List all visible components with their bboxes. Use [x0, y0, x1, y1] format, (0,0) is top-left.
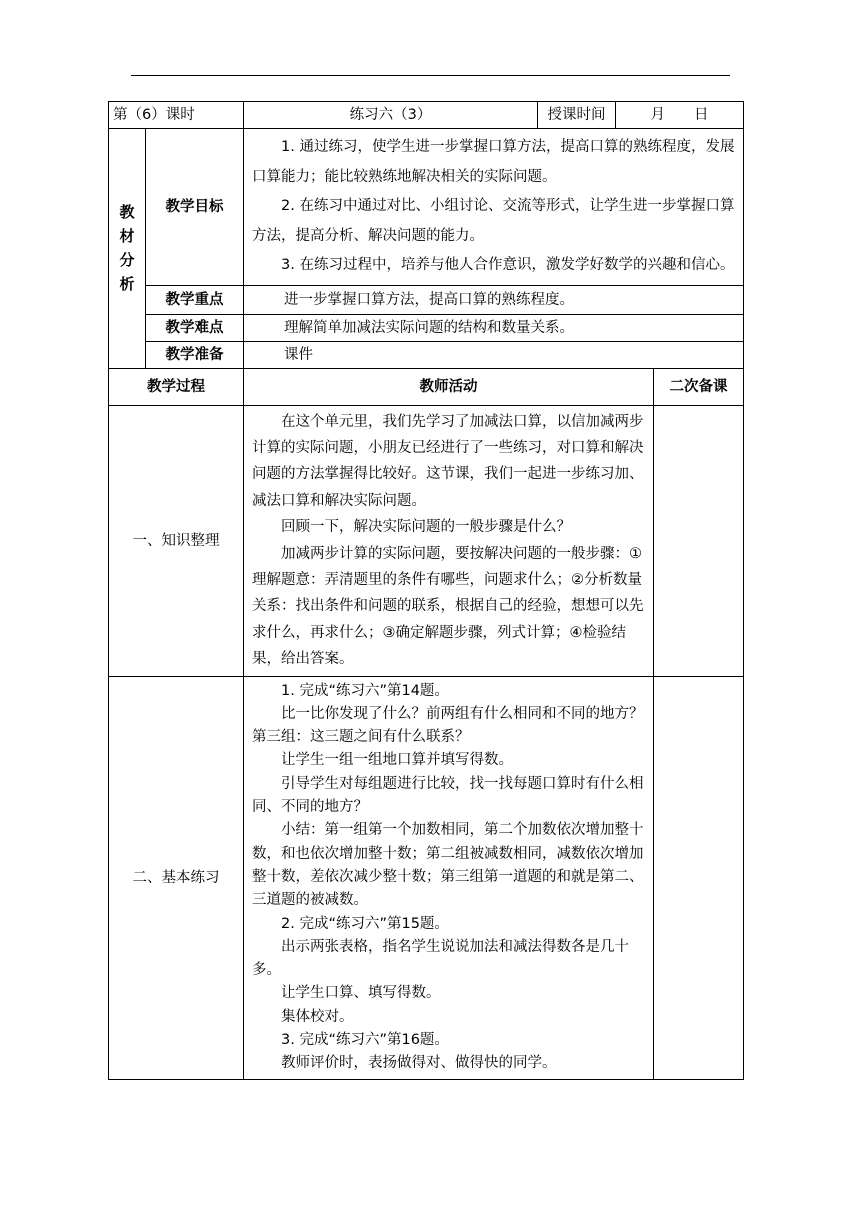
time-label-cell: 授课时间 — [538, 102, 616, 129]
goal-item: 3. 在练习过程中，培养与他人合作意识，激发学好数学的兴趣和信心。 — [281, 257, 735, 273]
goal-item: 1. 通过练习，使学生进一步掌握口算方法，提高口算的熟练程度，发展口算能力；能比较熟练地解决相关的实际问题。 — [252, 139, 735, 185]
period-cell: 第（6）课时 — [109, 102, 244, 129]
section-paragraph: 引导学生对每组题进行比较，找一找每题口算时有什么相同、不同的地方？ — [252, 775, 644, 816]
goals-row — [109, 129, 744, 286]
section-paragraph: 在这个单元里，我们先学习了加减法口算，以信加减两步计算的实际问题，小朋友已经进行了一些练习，对口算和解决问题的方法掌握得比较好。这节课，我们一起进一步练习加、减法口算和解决实际问题。 — [252, 413, 644, 509]
section-paragraph: 集体校对。 — [281, 1008, 354, 1025]
goals-content — [244, 129, 744, 286]
section-paragraph: 2. 完成“练习六”第15题。 — [281, 915, 449, 932]
key-value: 进一步掌握口算方法，提高口算的熟练程度。 — [244, 285, 744, 314]
section-row — [109, 405, 744, 676]
goal-item: 2. 在练习中通过对比、小组讨论、交流等形式，让学生进一步掌握口算方法，提高分析、解决问题的能力。 — [252, 198, 735, 244]
prep-value: 课件 — [244, 341, 744, 368]
notes-column-header: 二次备课 — [654, 368, 744, 405]
section-title: 一、知识整理 — [109, 405, 244, 676]
section-row — [109, 676, 744, 1079]
section-paragraph: 小结：第一组第一个加数相同，第二个加数依次增加整十数，和也依次增加整十数；第二组被减数相同，减数依次增加整十数，差依次减少整十数；第三组第一道题的和就是第二、三道题的被减数。 — [252, 822, 644, 909]
difficulty-row — [109, 314, 744, 341]
process-column-header: 教学过程 — [109, 368, 244, 405]
section-paragraph: 3. 完成“练习六”第16题。 — [281, 1032, 449, 1049]
analysis-section-label — [109, 129, 146, 369]
section-paragraph: 加减两步计算的实际问题，要按解决问题的一般步骤：①理解题意：弄清题里的条件有哪些，问题求什么；②分析数量关系：找出条件和问题的联系，根据自己的经验，想想可以先求什么，再求什么；③确定解题步骤，列式计算；④检验结果，给出答案。 — [252, 545, 644, 668]
section-paragraph: 让学生一组一组地口算并填写得数。 — [281, 752, 514, 769]
key-label: 教学重点 — [146, 285, 244, 314]
header-rule — [131, 75, 730, 76]
section-paragraph: 出示两张表格，指名学生说说加法和减法得数各是几十多。 — [252, 938, 630, 979]
section-content — [244, 676, 654, 1079]
section-title: 二、基本练习 — [109, 676, 244, 1079]
section-paragraph: 比一比你发现了什么？前两组有什么相同和不同的地方？第三组：这三题之间有什么联系？ — [252, 705, 644, 746]
section-paragraph: 让学生口算、填写得数。 — [281, 985, 441, 1002]
section-paragraph: 1. 完成“练习六”第14题。 — [281, 682, 449, 699]
date-cell: 月 日 — [616, 102, 744, 129]
prep-row — [109, 341, 744, 368]
difficulty-value: 理解简单加减法实际问题的结构和数量关系。 — [244, 314, 744, 341]
section-paragraph: 回顾一下，解决实际问题的一般步骤是什么？ — [281, 519, 572, 536]
activity-column-header: 教师活动 — [244, 368, 654, 405]
prep-label: 教学准备 — [146, 341, 244, 368]
analysis-label-text: 教材分析 — [119, 203, 135, 294]
key-row — [109, 285, 744, 314]
lesson-plan-table — [108, 101, 744, 1080]
process-header-row — [109, 368, 744, 405]
section-content — [244, 405, 654, 676]
lesson-title-cell: 练习六（3） — [244, 102, 538, 129]
goals-label: 教学目标 — [146, 129, 244, 286]
section-paragraph: 教师评价时，表扬做得对、做得快的同学。 — [281, 1055, 557, 1072]
section-notes — [654, 405, 744, 676]
section-notes — [654, 676, 744, 1079]
difficulty-label: 教学难点 — [146, 314, 244, 341]
header-row — [109, 102, 744, 129]
